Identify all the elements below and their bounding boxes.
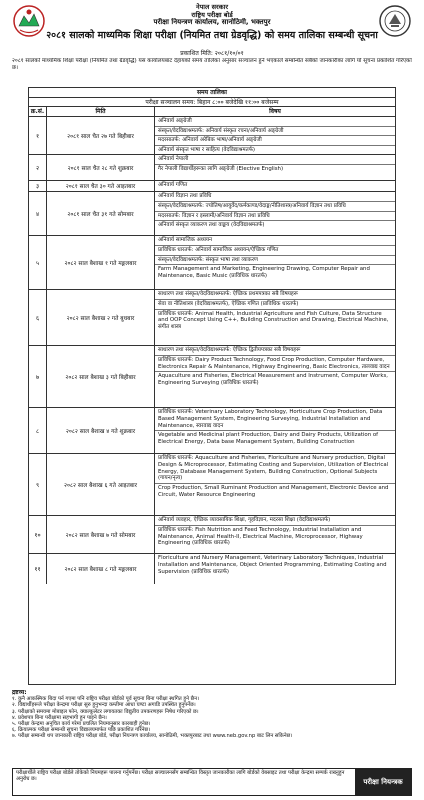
row-date: २०८१ साल चैत २७ गते बिहीबार	[47, 117, 155, 154]
row-date: २०८२ साल बैशाख ८ गते मङ्गलबार	[47, 554, 155, 584]
table-row	[29, 155, 395, 181]
subject-entry: प्राविधिक धारतर्फ: अनिवार्य सामाजिक अध्ययन/ऐच्छिक गणित	[155, 246, 395, 256]
table-body	[29, 117, 395, 584]
table-row	[29, 516, 395, 554]
notice-header	[0, 0, 424, 66]
subject-entry: साधारण तथा संस्कृत/वेदविद्याश्रमतर्फ: ऐच्छिक प्रथमपत्रका सबै विषयहरू	[155, 290, 395, 300]
table-row	[29, 346, 395, 408]
note-item: ७. परीक्षा सम्बन्धी थप जानकारी राष्ट्रिय परीक्षा बोर्ड, परीक्षा नियन्त्रण कार्यालय, सानोठिमी, भक्तपुरबाट तथा www.neb.gov.np बाट लिन सकिनेछ।	[12, 733, 293, 740]
subject-entry: Crop Production, Small Ruminant Production and Management, Electronic Device and Circuit, Water Resource Engineering	[158, 485, 389, 498]
row-date: २०८१ साल चैत ३१ गते सोमबार	[47, 192, 155, 235]
row-subjects	[155, 290, 395, 345]
row-number: ६	[29, 290, 47, 345]
row-subjects	[155, 554, 395, 584]
publish-date: प्रकाशित मिति: २०८१/१०/०१	[180, 50, 244, 57]
office-name: परीक्षा नियन्त्रण कार्यालय, सानोठिमी, भक्तपुर	[153, 18, 271, 26]
row-date: २०८२ साल बैशाख ४ गते शुक्रबार	[47, 408, 155, 453]
row-subjects	[155, 454, 395, 515]
subject-entry: अनिवार्य व्यवहार, ऐच्छिक व्यावसायिक शिक्षा, गृहविज्ञान, मदरसा शिक्षा (वेदविद्याश्रमतर्फ)	[155, 516, 395, 526]
subject-entry: अनिवार्य संस्कृत भाषा र साहित्य (वेदविद्याश्रमतर्फ)	[158, 146, 255, 153]
row-subjects	[155, 408, 395, 453]
table-row	[29, 290, 395, 346]
row-date: २०८१ साल चैत २८ गते शुक्रबार	[47, 155, 155, 180]
footer-text: परीक्षार्थीले राष्ट्रिय परीक्षा बोर्डले तोकेको नियमहरू पालना गर्नुपर्नेछ। परीक्षा सञ्चालनसँग सम्बन्धित विस्तृत जानकारीका लागि बोर्डको वेबसाइट तथा परीक्षा केन्द्रमा सम्पर्क राख्नुहुन अनुरोध छ।	[16, 770, 345, 783]
row-number: ३	[29, 181, 47, 191]
table-row	[29, 554, 395, 584]
note-item: ५. परीक्षा केन्द्रमा अनुचित कार्य गरेमा प्रचलित नियमानुसार कारबाही हुनेछ।	[12, 721, 151, 728]
subject-entry: अनिवार्य नेपाली	[155, 155, 395, 165]
government-name: नेपाल सरकार	[195, 3, 229, 11]
notice-title: २०८१ सालको माध्यमिक शिक्षा परीक्षा (नियमित तथा ग्रेडवृद्धि) को समय तालिका सम्बन्धी सूचना	[46, 30, 378, 41]
subject-entry: संस्कृत/वेदविद्याश्रमतर्फ: संस्कृत भाषा तथा व्याकरण	[155, 256, 395, 266]
row-date: २०८२ साल बैशाख ७ गते सोमबार	[47, 516, 155, 553]
footer-label: परीक्षा नियन्त्रक	[355, 769, 411, 795]
notes-section	[12, 690, 412, 766]
note-item: ३. परीक्षाको समयमा मोबाइल फोन, क्याल्कुलेटर लगायतका विद्युतीय उपकरणहरू निषेध गरिएको छ।	[12, 708, 199, 715]
subject-entry: अनिवार्य विज्ञान तथा प्रविधि	[155, 192, 395, 202]
schedule-title: समय तालिका	[197, 89, 227, 96]
table-row	[29, 454, 395, 516]
schedule-table	[28, 87, 396, 685]
row-date: २०८२ साल बैशाख २ गते बुधबार	[47, 290, 155, 345]
row-subjects	[155, 181, 395, 191]
row-date: २०८२ साल बैशाख १ गते मङ्गलबार	[47, 236, 155, 289]
row-date: २०८२ साल बैशाख ३ गते बिहीबार	[47, 346, 155, 407]
note-item: ४. प्रवेशपत्र बिना परीक्षामा सहभागी हुन पाइने छैन।	[12, 714, 107, 721]
row-subjects	[155, 516, 395, 553]
subject-entry: Vegetable and Medicinal plant Production, Dairy and Dairy Products, Utilization of Electrical Energy, Data base Management System, Building Construction	[158, 432, 379, 446]
neb-logo-icon	[378, 4, 412, 38]
subject-entry: मदरसातर्फ: विज्ञान र इस्लामी/अनिवार्य विज्ञान तथा प्रविधि	[155, 212, 395, 222]
row-date: २०८१ साल चैत ३० गते आइतबार	[47, 181, 155, 191]
subject-entry: प्राविधिक धारतर्फ: Animal Health, Industrial Agriculture and Fish Culture, Data Structure and OOP Concept Using C++, Building Construction and Drawing, Electrical Machine, संगीत शास्त्र	[158, 310, 389, 331]
intro-paragraph: २०८१ सालको माध्यमिक शिक्षा परीक्षा (नियमित तथा ग्रेडवृद्धि) यस कार्यालयबाट देहायको समय तालिका अनुसार सञ्चालन हुने भएकाले सम्बन्धित सबैको जानकारीका लागि यो सूचना प्रकाशित गरिएको छ।	[12, 58, 412, 71]
notes-title: द्रष्टव्य:	[12, 690, 27, 696]
row-subjects	[155, 117, 395, 154]
board-name: राष्ट्रिय परीक्षा बोर्ड	[191, 11, 233, 19]
subject-entry: Floriculture and Nursery Management, Veterinary Laboratory Techniques, Industrial Installation and Maintenance, Object Oriented Programming, Estimating Costing and Supervision (प्राविधिक धारतर्फ)	[158, 555, 387, 575]
row-subjects	[155, 346, 395, 407]
row-number: ५	[29, 236, 47, 289]
row-subjects	[155, 155, 395, 180]
table-header	[29, 106, 395, 117]
note-item: २. विद्यार्थीहरूले परीक्षा केन्द्रमा परीक्षा सुरु हुनुभन्दा कम्तीमा आधा घण्टा अगाडि उपस्थित हुनुपर्नेछ।	[12, 702, 196, 709]
subject-entry: संस्कृत/वेदविद्याश्रमतर्फ: ज्योतिष/आयुर्वेद/कर्मकाण्ड/वेदाङ्ग/नीतिशास्त्र/अनिवार्य विज्ञान तथा प्रविधि	[155, 202, 395, 212]
subject-entry: प्राविधिक धारतर्फ: Veterinary Laboratory Technology, Horticulture Crop Production, Data Based Management System, Engineering Surveying, Industrial Installation and Maintenance, स्वरवाद्य वादन	[155, 408, 395, 431]
row-date: २०८२ साल बैशाख ६ गते आइतबार	[47, 454, 155, 515]
footer-box	[12, 768, 412, 796]
table-row	[29, 117, 395, 155]
table-row	[29, 236, 395, 290]
subject-entry: प्राविधिक धारतर्फ: Aquaculture and Fisheries, Floriculture and Nursery production, Digital Design & Microprocessor, Estimating Costing and Supervision, Utilization of Electrical Energy, Database Management System, Building Construction, Optional Subjects (गायन/नृत्य)	[155, 454, 395, 484]
row-subjects	[155, 192, 395, 235]
subject-entry: प्राविधिक धारतर्फ: Fish Nutrition and Feed Technology, Industrial Installation and Maintenance, Animal Health-II, Electrical Machine, Microprocessor, Highway Engineering (प्राविधिक धारतर्फ)	[158, 526, 363, 547]
subject-entry: Aquaculture and Fisheries, Electrical Measurement and Instrument, Computer Works, Engineering Surveying (प्राविधिक धारतर्फ)	[158, 373, 388, 387]
row-subjects	[155, 236, 395, 289]
row-number: ८	[29, 408, 47, 453]
notes-list	[12, 696, 412, 739]
header-subject: विषय	[269, 108, 281, 115]
row-number: ११	[29, 554, 47, 584]
subject-entry: सेवा वा नीतिशास्त्र (वेदविद्याश्रमतर्फ), ऐच्छिक गणित (प्राविधिक धारतर्फ)	[155, 300, 395, 310]
subject-entry: Farm Management and Marketing, Engineering Drawing, Computer Repair and Maintenance, Basic Music (प्राविधिक धारतर्फ)	[158, 266, 370, 280]
subject-entry: मदरसातर्फ: अनिवार्य अरेबिक भाषा/अनिवार्य अङ्ग्रेजी	[155, 136, 395, 146]
subject-entry: अनिवार्य संस्कृत व्याकरण तथा वाङ्मय (वेदविद्याश्रमतर्फ)	[158, 222, 265, 229]
exam-time: परीक्षा सञ्चालन समय: बिहान ८:०० बजेदेखि ११:०० बजेसम्म	[29, 97, 395, 106]
row-number: ४	[29, 192, 47, 235]
subject-entry: अनिवार्य गणित	[158, 182, 188, 188]
subject-entry: गैर नेपाली विद्यार्थीहरूका लागि अङ्ग्रेजी (Elective English)	[158, 165, 284, 172]
row-number: ९	[29, 454, 47, 515]
subject-entry: साधारण तथा संस्कृत/वेदविद्याश्रमतर्फ: ऐच्छिक द्वितीयपत्रका सबै विषयहरू	[155, 346, 395, 356]
subject-entry: अनिवार्य सामाजिक अध्ययन	[155, 236, 395, 246]
subject-entry: प्राविधिक धारतर्फ: Dairy Product Technology, Food Crop Production, Computer Hardware, Electronics Repair & Maintenance, Highway Engineering, Basic Electronics, तालवाद्य वादन	[155, 356, 395, 373]
row-number: १०	[29, 516, 47, 553]
header-sn: क्र.सं.	[29, 107, 47, 116]
table-row	[29, 408, 395, 454]
row-number: ७	[29, 346, 47, 407]
table-row	[29, 181, 395, 192]
note-item: १. कुनै आकस्मिक बिदा पर्न गएमा पनि राष्ट्रिय परीक्षा बोर्डको पूर्व सूचना बिना परीक्षा स्थगित हुने छैन।	[12, 696, 200, 703]
subject-entry: अनिवार्य अङ्ग्रेजी	[155, 117, 395, 127]
row-number: २	[29, 155, 47, 180]
note-item: ६. क्रियात्मक परीक्षा सम्बन्धी सूचना विद्यालयमार्फत पछि प्रकाशित गरिनेछ।	[12, 727, 151, 734]
row-number: १	[29, 117, 47, 154]
subject-entry: संस्कृत/वेदविद्याश्रमतर्फ: अनिवार्य संस्कृत रचना/अनिवार्य अङ्ग्रेजी	[155, 127, 395, 137]
table-row	[29, 192, 395, 236]
header-date: मिति	[47, 107, 155, 116]
